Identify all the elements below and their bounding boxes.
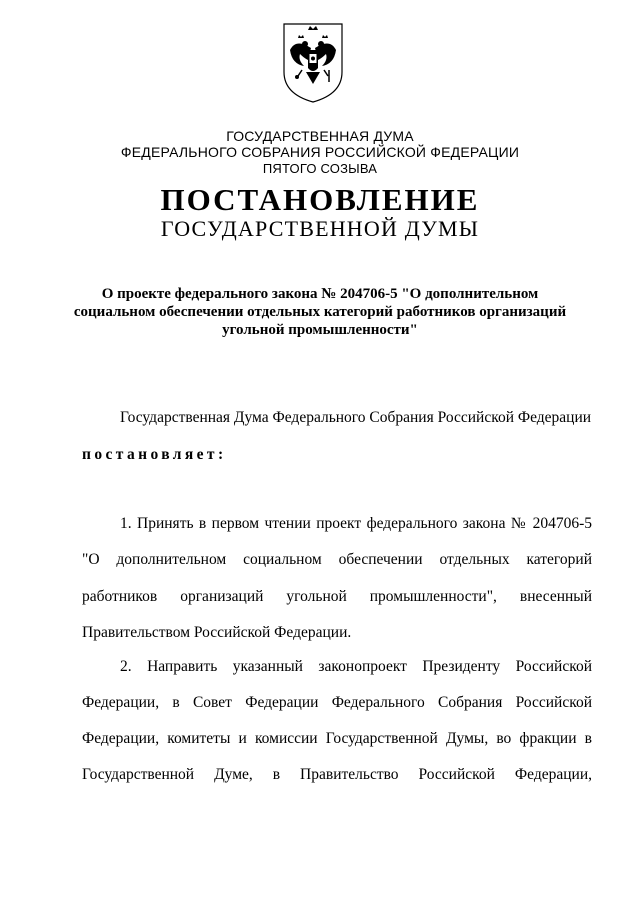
item-1-line: 1. Принять в первом чтении проект федерального закона № 204706-5 (120, 515, 592, 532)
subject-line: О проекте федерального закона № 204706-5 "О дополнительном (101, 286, 539, 302)
convocation-line: ПЯТОГО СОЗЫВА (262, 161, 378, 176)
document-type-subtitle: ГОСУДАРСТВЕННОЙ ДУМЫ (160, 216, 480, 241)
item-2-line: Государственной Думе, в Правительство Российской Федерации, (82, 766, 592, 783)
resolves-word: постановляет: (82, 446, 227, 463)
item-2-line: 2. Направить указанный законопроект Президенту Российской (120, 658, 592, 675)
item-1-line: работников организаций угольной промышленности", внесенный (82, 588, 592, 605)
preamble-text: Государственная Дума Федерального Собрания Российской Федерации (120, 409, 592, 426)
org-name-line: ФЕДЕРАЛЬНОГО СОБРАНИЯ РОССИЙСКОЙ ФЕДЕРАЦИИ (120, 144, 520, 160)
coat-of-arms-icon (278, 20, 348, 104)
org-name-line: ГОСУДАРСТВЕННАЯ ДУМА (226, 128, 414, 144)
item-1-line: "О дополнительном социальном обеспечении отдельных категорий (82, 551, 592, 568)
document-type-title: ПОСТАНОВЛЕНИЕ (160, 182, 480, 217)
subject-line: угольной промышленности" (222, 322, 418, 338)
item-1-line: Правительством Российской Федерации. (82, 624, 352, 641)
item-2-line: Федерации, в Совет Федерации Федерального Собрания Российской (82, 694, 592, 711)
subject-line: социальном обеспечении отдельных категорий работников организаций (73, 304, 567, 320)
item-2-line: Федерации, комитеты и комиссии Государственной Думы, во фракции в (82, 730, 592, 747)
